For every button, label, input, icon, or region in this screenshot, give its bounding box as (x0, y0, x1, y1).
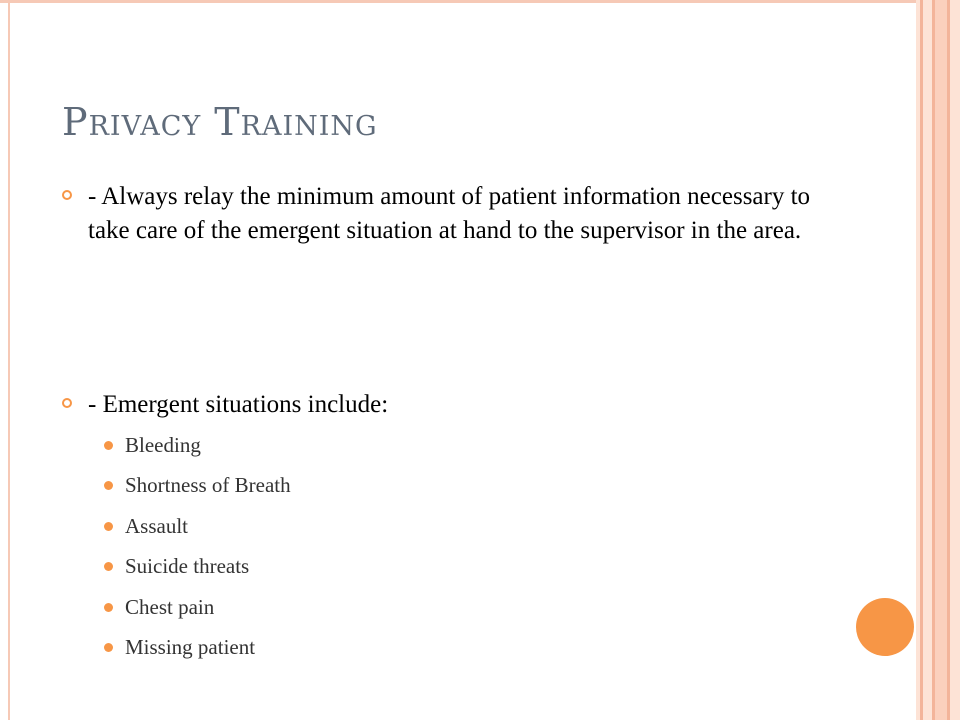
list-item-text: Assault (125, 513, 188, 538)
bullet-item (62, 180, 822, 248)
list-item-text: Shortness of Breath (125, 473, 291, 498)
list-item-text: Chest pain (125, 594, 215, 619)
dot-bullet-icon (104, 522, 113, 531)
frame-top-line (0, 0, 916, 3)
bullet-item (62, 388, 822, 422)
bullet-text: - Always relay the minimum amount of patient information necessary to take care of the emergent situation at hand to the supervisor in the area. (88, 183, 811, 244)
ring-bullet-icon (62, 190, 72, 200)
dot-bullet-icon (104, 603, 113, 612)
stripe (950, 0, 960, 720)
dot-bullet-icon (104, 562, 113, 571)
stripe (935, 0, 947, 720)
list-item-text: Bleeding (125, 433, 201, 457)
dot-bullet-icon (104, 643, 113, 652)
dot-bullet-icon (104, 481, 113, 490)
ring-bullet-icon (62, 398, 72, 408)
bullet-text: - Emergent situations include: (88, 391, 389, 418)
accent-circle-decoration (856, 598, 914, 656)
frame-left-line (8, 0, 10, 720)
stripe (923, 0, 932, 720)
dot-bullet-icon (104, 441, 113, 450)
slide-title: Privacy Training (62, 100, 378, 144)
list-item-text: Suicide threats (125, 554, 250, 579)
list-item-text: Missing patient (125, 634, 256, 659)
